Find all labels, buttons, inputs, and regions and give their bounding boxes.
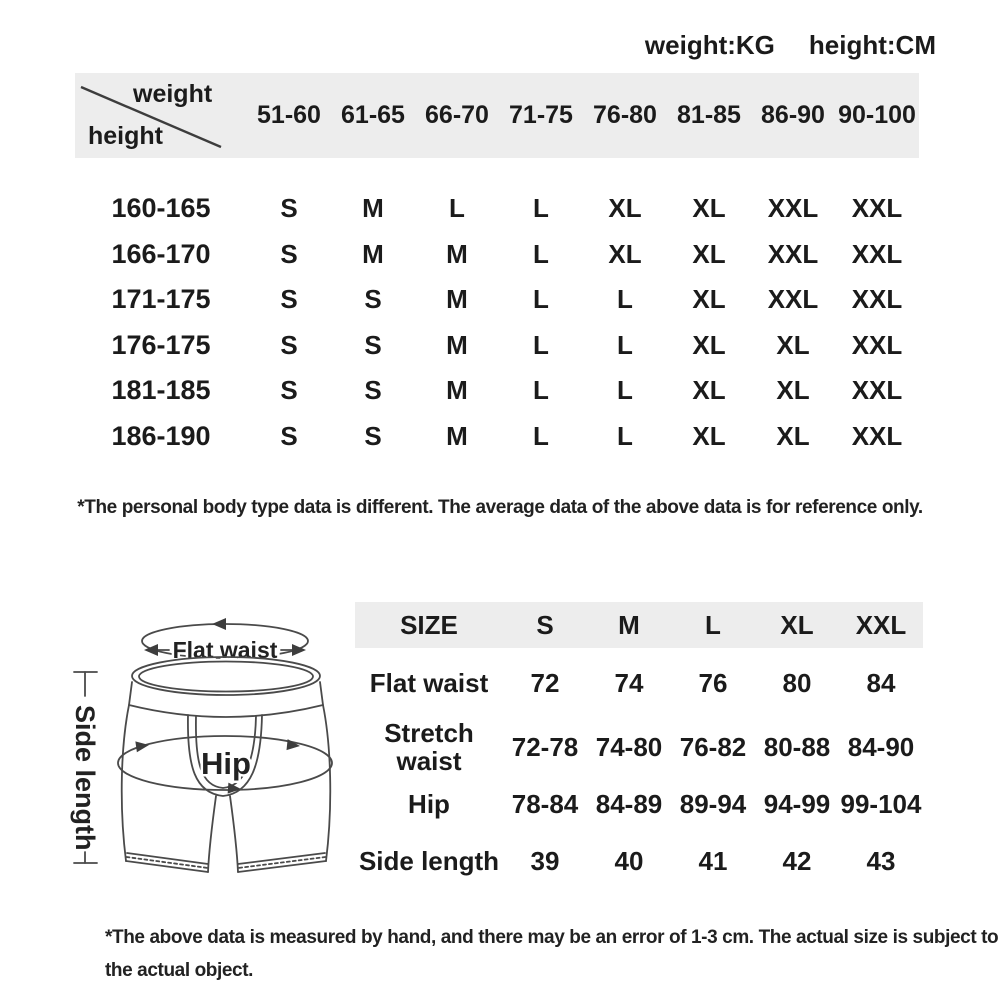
size-cell: XXL	[851, 329, 903, 360]
weight-column-header: 51-60	[247, 73, 331, 158]
size-header: SIZE	[355, 602, 503, 648]
measurement-value: 99-104	[840, 788, 922, 819]
size-cell: XXL	[851, 420, 903, 451]
size-cell: L	[533, 329, 549, 360]
corner-weight-label: weight	[133, 80, 213, 108]
size-cell: XXL	[851, 238, 903, 269]
garment-measurement-table	[355, 602, 923, 890]
height-weight-size-table	[75, 73, 919, 459]
size-cell: XL	[608, 193, 642, 224]
measurement-value: 40	[614, 845, 644, 876]
size-cell: M	[446, 329, 468, 360]
measurement-value: 84	[866, 667, 896, 698]
measurement-value: 42	[782, 845, 812, 876]
measurement-value: 94-99	[763, 788, 831, 819]
measurement-value: 72-78	[511, 731, 579, 762]
measurement-error-note	[105, 921, 998, 987]
measurement-value: 76	[698, 667, 728, 698]
measurement-value: 74	[614, 667, 644, 698]
size-cell: XXL	[851, 193, 903, 224]
size-cell: L	[533, 420, 549, 451]
size-cell: XL	[692, 420, 726, 451]
size-cell: L	[617, 375, 633, 406]
size-cell: L	[533, 238, 549, 269]
size-cell: M	[362, 238, 384, 269]
measurement-row-label: Hip	[408, 788, 450, 819]
units-legend	[645, 30, 936, 61]
height-row-label: 160-165	[111, 193, 211, 224]
size-header: S	[503, 602, 587, 648]
corner-header-cell	[75, 73, 247, 158]
size-header: XXL	[839, 602, 923, 648]
weight-column-header: 86-90	[751, 73, 835, 158]
size-cell: XL	[776, 329, 810, 360]
weight-column-header: 61-65	[331, 73, 415, 158]
size-cell: M	[446, 284, 468, 315]
measurement-value: 80-88	[763, 731, 831, 762]
height-row-label: 181-185	[111, 375, 211, 406]
table-spacer	[75, 158, 919, 186]
measurement-value: 89-94	[679, 788, 747, 819]
reference-note: *The personal body type data is different. The average data of the above data is for reference only.	[77, 497, 923, 518]
size-cell: L	[617, 284, 633, 315]
weight-column-header: 71-75	[499, 73, 583, 158]
measurement-value: 39	[530, 845, 560, 876]
size-cell: M	[362, 193, 384, 224]
size-cell: S	[364, 329, 382, 360]
weight-column-header: 66-70	[415, 73, 499, 158]
size-cell: M	[446, 238, 468, 269]
side-length-diagram-label: Side length	[70, 705, 100, 851]
size-cell: S	[364, 375, 382, 406]
measurement-value: 76-82	[679, 731, 747, 762]
size-cell: S	[280, 329, 298, 360]
size-cell: S	[280, 193, 298, 224]
weight-column-header: 81-85	[667, 73, 751, 158]
size-cell: L	[533, 193, 549, 224]
measurement-value: 74-80	[595, 731, 663, 762]
height-row-label: 166-170	[111, 238, 211, 269]
size-cell: S	[364, 284, 382, 315]
size-header: XL	[755, 602, 839, 648]
size-cell: L	[617, 329, 633, 360]
size-cell: XXL	[851, 284, 903, 315]
size-header: M	[587, 602, 671, 648]
size-cell: S	[280, 375, 298, 406]
size-cell: S	[280, 420, 298, 451]
measurement-value: 84-89	[595, 788, 663, 819]
size-cell: S	[364, 420, 382, 451]
weight-unit-label: weight:KG	[644, 30, 775, 60]
size-cell: M	[446, 420, 468, 451]
weight-column-header: 90-100	[835, 73, 919, 158]
measurement-row-label: Side length	[358, 845, 500, 876]
height-row-label: 171-175	[111, 284, 211, 315]
size-cell: XXL	[767, 238, 819, 269]
measurement-value: 41	[698, 845, 728, 876]
size-cell: XL	[776, 375, 810, 406]
size-cell: L	[449, 193, 465, 224]
measurement-value: 78-84	[511, 788, 579, 819]
underwear-measurement-diagram	[45, 595, 355, 895]
size-cell: L	[617, 420, 633, 451]
measurement-value: 43	[866, 845, 896, 876]
size-cell: XXL	[767, 284, 819, 315]
measurement-value: 80	[782, 667, 812, 698]
size-cell: XXL	[767, 193, 819, 224]
size-header: L	[671, 602, 755, 648]
height-unit-label: height:CM	[808, 30, 936, 60]
hip-diagram-label: Hip	[201, 746, 251, 781]
size-cell: XL	[608, 238, 642, 269]
size-cell: L	[533, 375, 549, 406]
corner-height-label: height	[88, 122, 163, 150]
height-row-label: 176-175	[111, 329, 211, 360]
size-cell: XL	[692, 193, 726, 224]
size-cell: XL	[692, 329, 726, 360]
size-cell: S	[280, 284, 298, 315]
size-cell: XXL	[851, 375, 903, 406]
size-cell: M	[446, 375, 468, 406]
height-row-label: 186-190	[111, 420, 211, 451]
size-cell: S	[280, 238, 298, 269]
size-cell: XL	[776, 420, 810, 451]
size-cell: XL	[692, 375, 726, 406]
size-cell: XL	[692, 284, 726, 315]
measurement-error-note-line1: *The above data is measured by hand, and there may be an error of 1-3 cm. The actual size is subject to	[105, 927, 999, 948]
measurement-row-label: Flat waist	[369, 667, 489, 698]
weight-column-header: 76-80	[583, 73, 667, 158]
size-cell: L	[533, 284, 549, 315]
size-cell: XL	[692, 238, 726, 269]
measurement-value: 84-90	[847, 731, 915, 762]
measurement-value: 72	[530, 667, 560, 698]
flat-waist-diagram-label: Flat waist	[172, 637, 278, 663]
measurement-row-label: Stretch waist	[384, 717, 474, 776]
measurement-error-note-line2: the actual object.	[105, 960, 254, 981]
